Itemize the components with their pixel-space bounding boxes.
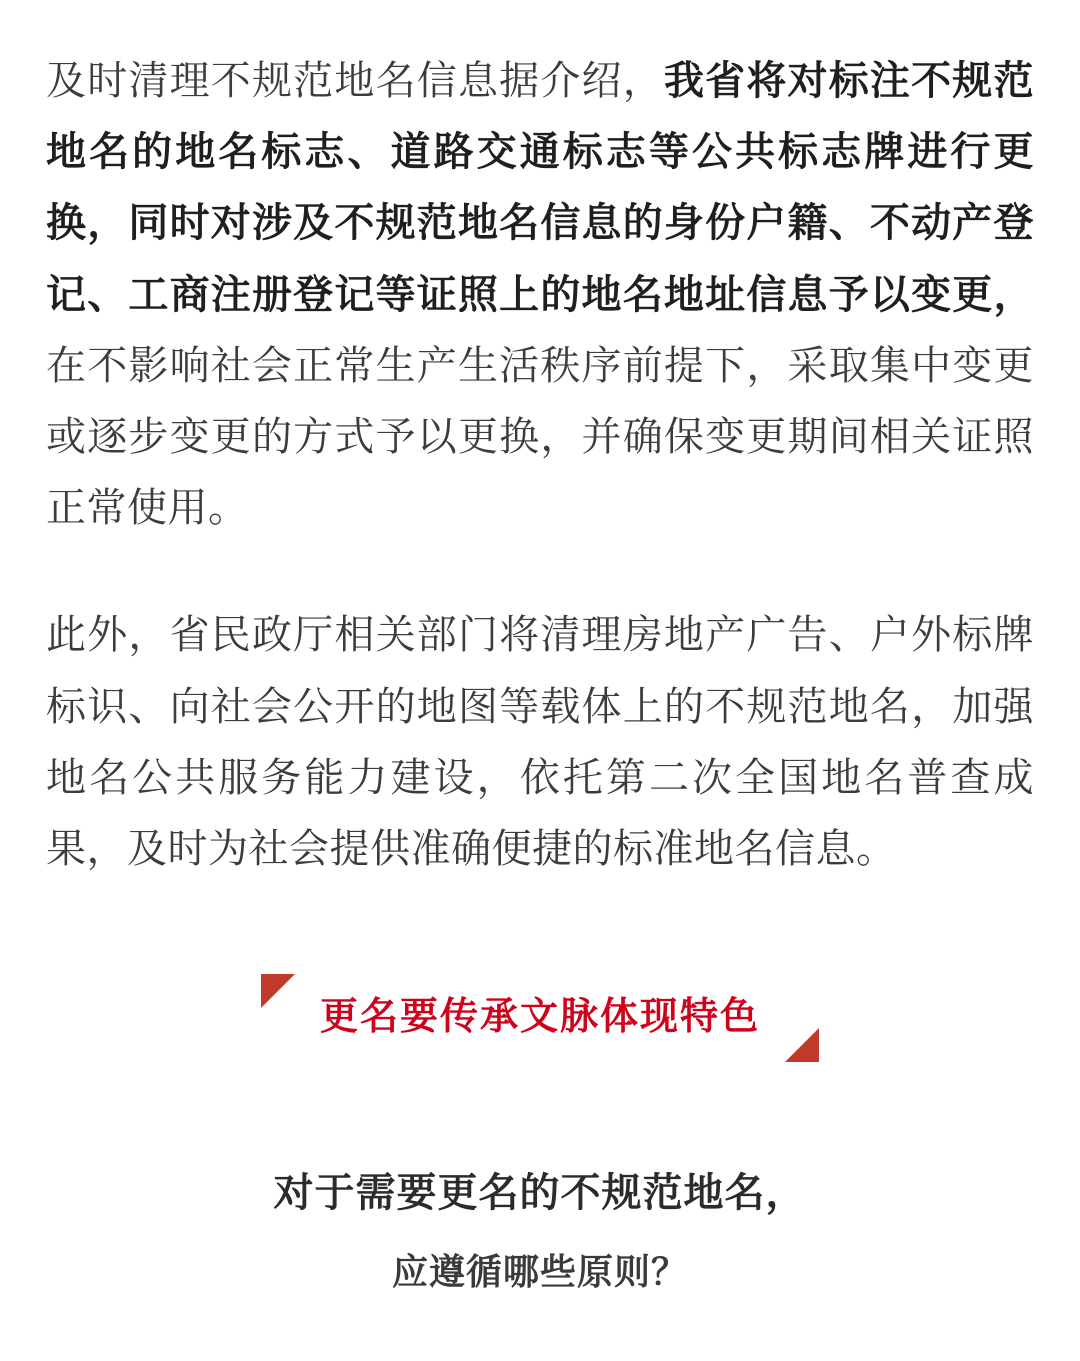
section-banner-wrapper <box>46 977 1034 1059</box>
paragraph-1-lead: 及时清理不规范地名信息据介绍， <box>46 59 664 103</box>
paragraph-1-emphasis: 我省将对标注不规范地名的地名标志、道路交通标志等公共标志牌进行更换，同时对涉及不规范地名信息的身份户籍、不动产登记、工商注册登记等证照上的地名地址信息予以变更， <box>46 59 1035 317</box>
article-paragraph-1 <box>46 46 1034 544</box>
banner-corner-top-left-icon <box>261 974 295 1008</box>
question-line-1: 对于需要更名的不规范地名， <box>273 1170 807 1215</box>
question-block <box>46 1163 1034 1299</box>
article-paragraph-2: 此外，省民政厅相关部门将清理房地产广告、户外标牌标识、向社会公开的地图等载体上的不规范地名，加强地名公共服务能力建设，依托第二次全国地名普查成果，及时为社会提供准确便捷的标准地名信息。 <box>46 613 1034 871</box>
question-line-2: 应遵循哪些原则？ <box>391 1250 688 1292</box>
banner-corner-bottom-right-icon <box>785 1028 819 1062</box>
section-banner <box>264 977 816 1059</box>
section-banner-title: 更名要传承文脉体现特色 <box>319 996 760 1039</box>
paragraph-1-tail: 在不影响社会正常生产生活秩序前提下，采取集中变更或逐步变更的方式予以更换，并确保变更期间相关证照正常使用。 <box>46 343 1034 531</box>
